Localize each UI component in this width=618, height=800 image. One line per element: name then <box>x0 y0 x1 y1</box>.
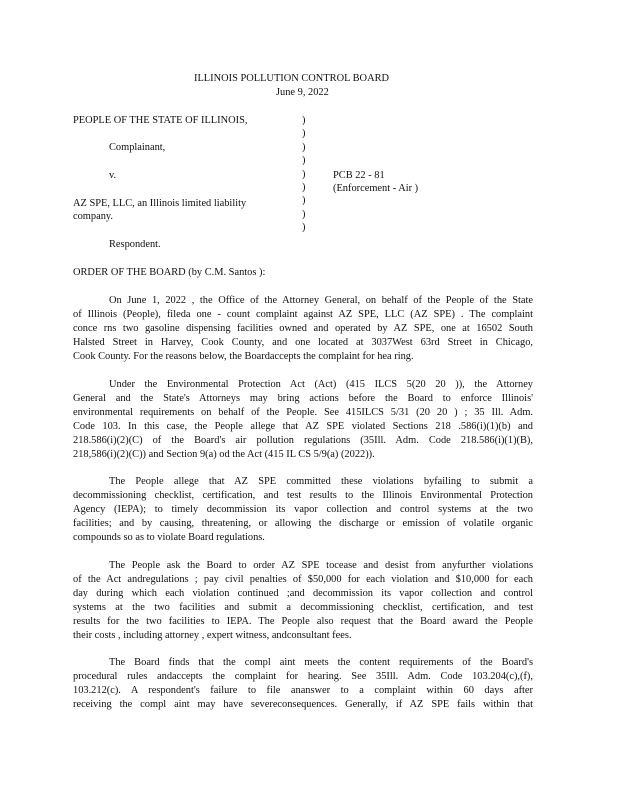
caption-parentheses: ) ) ) ) ) ) ) ) ) <box>302 115 306 234</box>
order-date: June 9, 2022 <box>276 87 329 98</box>
caption-respondent: Respondent. <box>109 239 161 250</box>
paragraph-3: The People allege that AZ SPE committed these violations byfailing to submit a decommissioning checklist, certification, and test results to the Illinois Environmental Protection Agency (IEPA); to timely decommission its vapor collection and control systems at the two facilities; and by causing, threatening, or allowing the discharge or emission of volatile organic compounds so as to violate Board regulations. <box>73 476 533 544</box>
caption-people: PEOPLE OF THE STATE OF ILLINOIS, <box>73 115 248 126</box>
caption-versus: v. <box>109 170 117 181</box>
paragraph-1: On June 1, 2022 , the Office of the Attorney General, on behalf of the People of the State of Illinois (People), fileda one - count complaint against AZ SPE, LLC (AZ SPE) . The complaint conce rns two gasoline dispensing facilities owned and operated by AZ SPE, one at 16502 South Halsted Street in Harvey, Cook County, and one located at 3037West 63rd Street in Chicago, Cook County. For the reasons below, the Boardaccepts the complaint for hea ring. <box>73 295 533 363</box>
board-title: ILLINOIS POLLUTION CONTROL BOARD <box>194 73 390 84</box>
paragraph-4: The People ask the Board to order AZ SPE tocease and desist from anyfurther violations of the Act andregulations ; pay civil penalties of $50,000 for each violation and $10,000 for each day during which each violation continued ;and decommission its vapor collection and control systems at the two facilities and submit a decommissioning checklist, certification, and test results for the two facilities to IEPA. The People also request that the Board award the People their costs , including attorney , expert witness, andconsultant fees. <box>73 560 533 642</box>
caption-complainant: Complainant, <box>109 142 166 153</box>
caption-respondent-name-cont: company. <box>73 211 114 222</box>
case-type: (Enforcement - Air ) <box>333 183 419 194</box>
paragraph-2: Under the Environmental Protection Act (Act) (415 ILCS 5(20 20 )), the Attorney General and the State's Attorneys may bring actions before the Board to enforce Illinois' environmental requirements on behalf of the People. See 415ILCS 5/31 (20 20 ) ; 35 Ill. Adm. Code 103. In this case, the People allege that AZ SPE violated Sections 218 .586(i)(1)(b) and 218.586(i)(2)(C) of the Board's air pollution regulations (35Ill. Adm. Code 218.586(i)(1)(B), 218,586(i)(2)(C)) and Section 9(a) od the Act (415 IL CS 5/9(a) (2022)). <box>73 379 533 461</box>
case-number: PCB 22 - 81 <box>333 170 385 181</box>
order-heading: ORDER OF THE BOARD (by C.M. Santos ): <box>73 267 266 278</box>
caption-respondent-name: AZ SPE, LLC, an Illinois limited liability <box>73 198 247 209</box>
paragraph-5: The Board finds that the compl aint meets the content requirements of the Board's procedural rules andaccepts the complaint for hearing. See 35Ill. Adm. Code 103.204(c),(f), 103.212(c). A respondent's failure to file ananswer to a complaint within 60 days after receiving the compl aint may have severeconsequences. Generally, if AZ SPE fails within that <box>73 657 533 711</box>
